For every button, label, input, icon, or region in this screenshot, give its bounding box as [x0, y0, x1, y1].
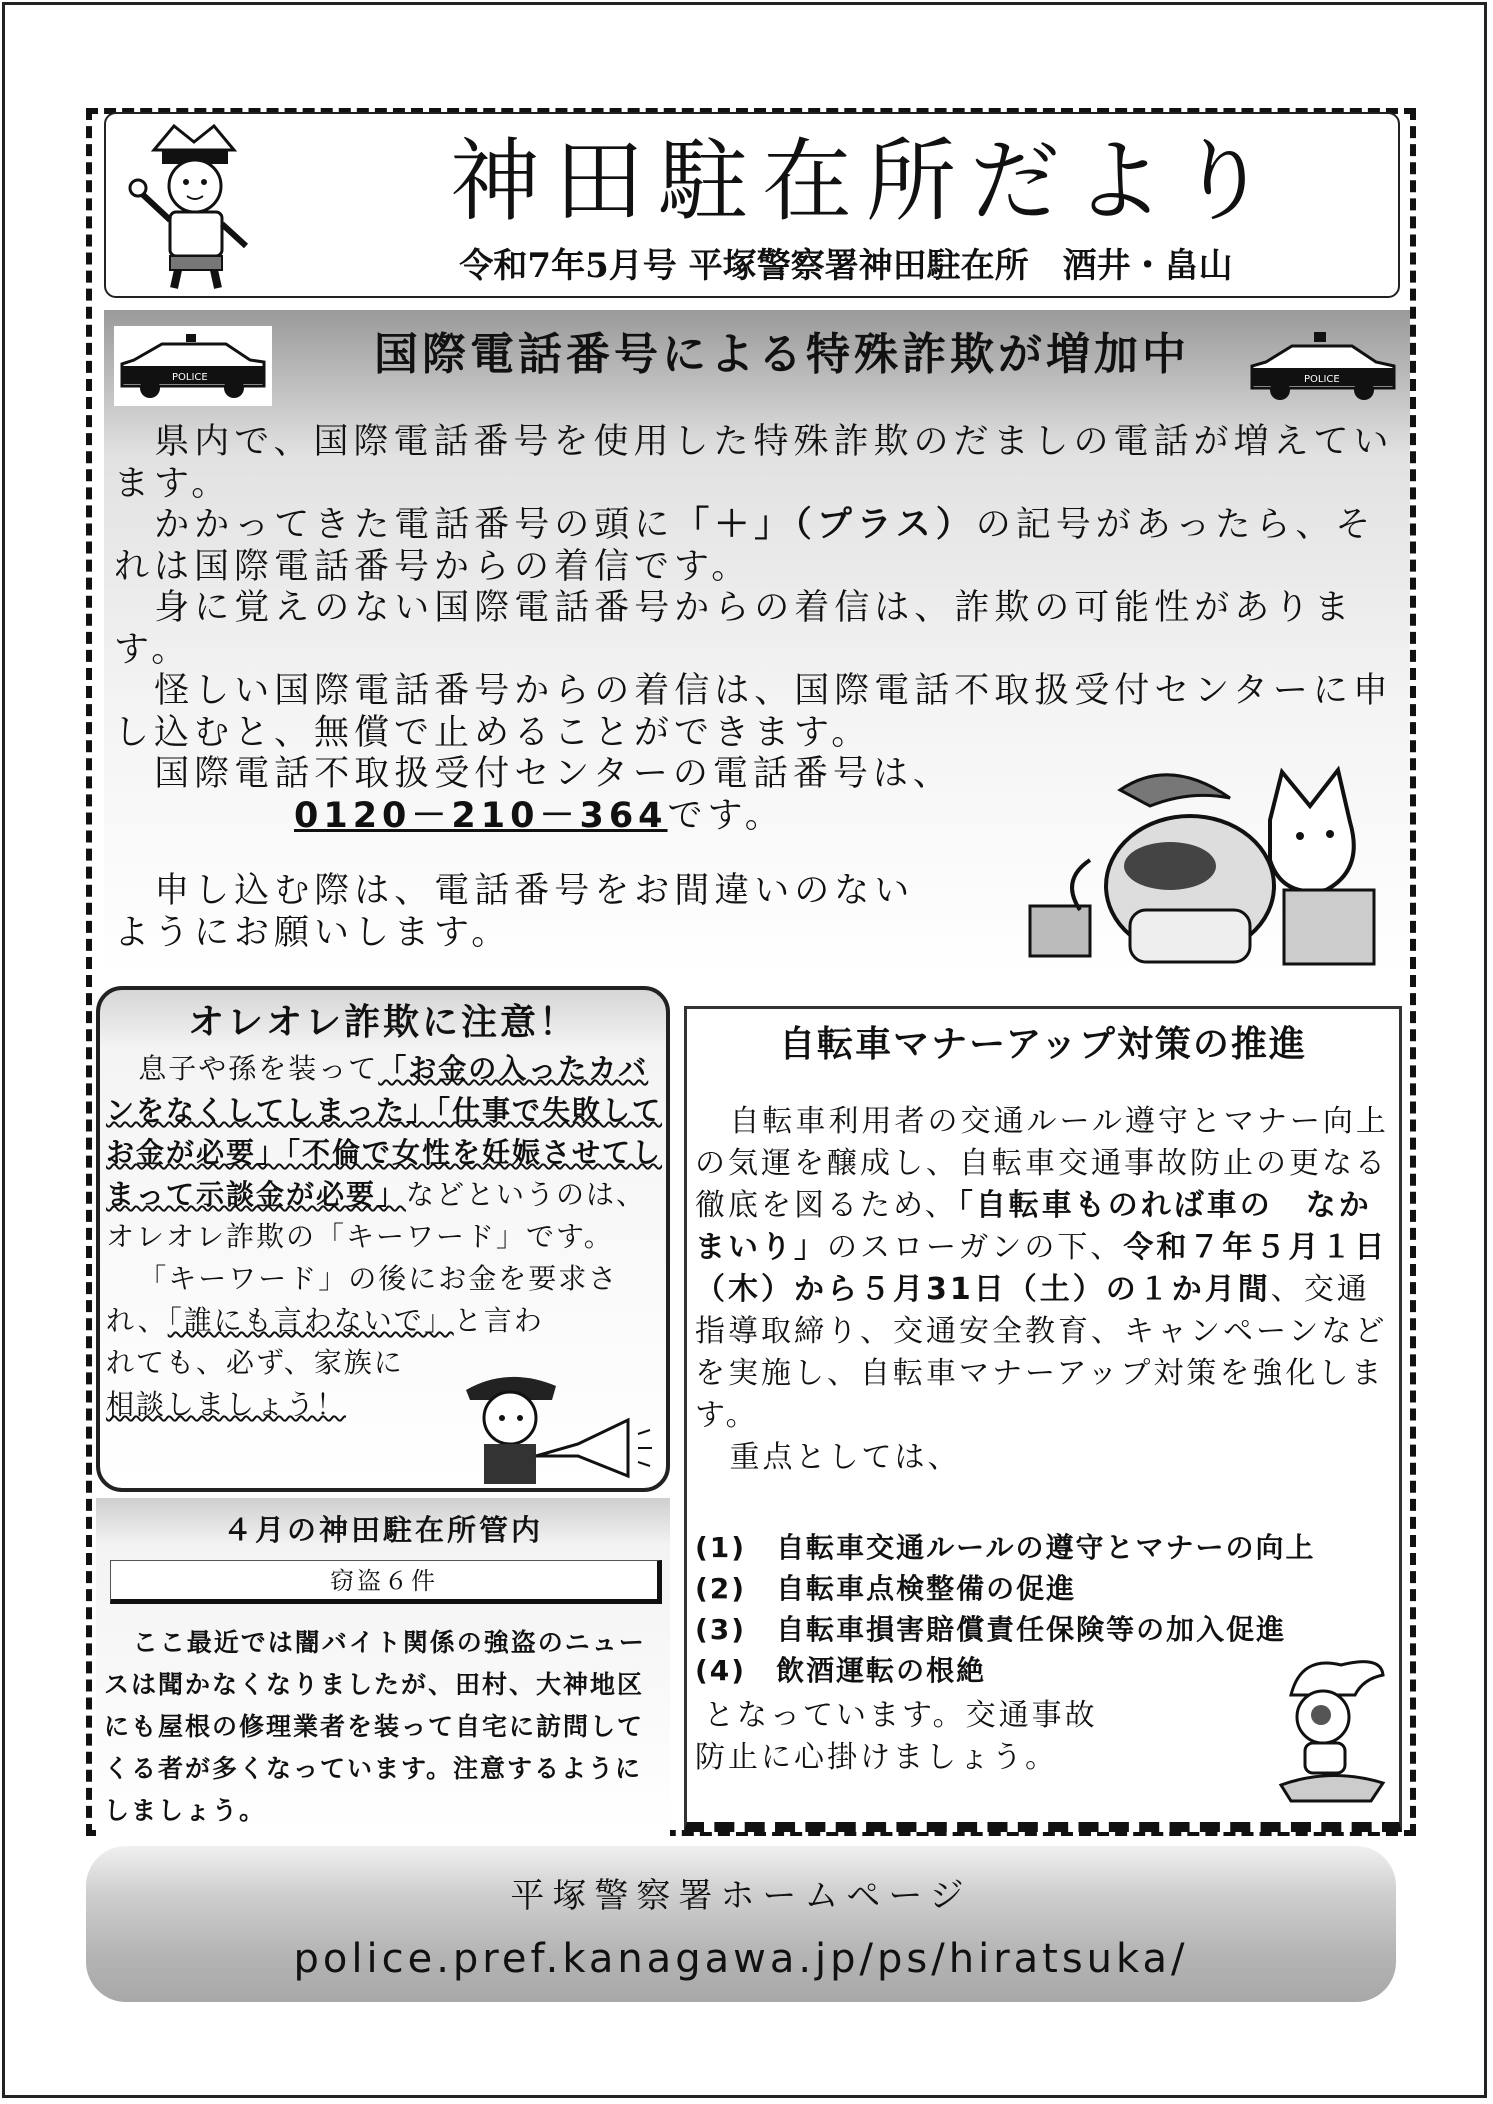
mascot-boy-illustration — [114, 120, 274, 292]
bicycle-point: (1) 自転車交通ルールの遵守とマナーの向上 — [695, 1531, 1316, 1564]
police-car-door-text: POLICE — [1304, 374, 1340, 385]
police-car-right-illustration — [1248, 326, 1400, 406]
newsletter-subtitle: 令和7年5月号 平塚警察署神田駐在所 酒井・畠山 — [459, 246, 1233, 286]
bicycle-point: (3) 自転車損害賠償責任保険等の加入促進 — [695, 1613, 1287, 1646]
oreore-fraud-box — [96, 986, 670, 1492]
monthly-stats-box — [96, 1498, 670, 1836]
bicycle-slogan: 「自転車ものれば車の なかまいり」 — [695, 1188, 1372, 1265]
international-fraud-section — [104, 310, 1410, 976]
center-phone-number: 0120－210－364 — [294, 795, 668, 836]
bicycle-paragraph-1: 自転車利用者の交通ルール遵守とマナー向上の気運を醸成し、自転車交通事故防止の更なる徹底を図るため、「自転車ものれば車の なかまいり」のスローガンの下、令和７年５月１日（木）から５月31日（土）の１か月間、交通指導取締り、交通安全教育、キャンペーンなどを実施し、自転車マナーアップ対策を強化します。 — [695, 1104, 1389, 1433]
police-car-left-illustration — [114, 326, 272, 406]
fraud-paragraph-5: 国際電話不取扱受付センターの電話番号は、 — [154, 754, 953, 794]
bicycle-manner-box — [684, 1006, 1402, 1832]
newsletter-title: 神田駐在所だより — [450, 129, 1282, 234]
police-officer-megaphone-illustration — [458, 1360, 654, 1486]
oreore-paragraph-2: 「キーワード」の後にお金を要求され、「誰にも言わないで」と言わ — [106, 1262, 619, 1337]
oreore-paragraph-1: 息子や孫を装って「お金の入ったカバンをなくしてしまった」「仕事で失敗してお金が必要」「不倫で女性を妊娠させてしまって示談金が必要」などというのは、オレオレ詐欺の「キーワード」です。 — [106, 1052, 663, 1253]
bicycle-closing: となっています。交通事故 防止に心掛けましょう。 — [695, 1698, 1098, 1775]
bicycle-title: 自転車マナーアップ対策の推進 — [779, 1024, 1307, 1065]
center-phone-line: 0120－210－364です。 — [294, 795, 785, 836]
homepage-url[interactable]: police.pref.kanagawa.jp/ps/hiratsuka/ — [293, 1936, 1189, 1982]
monthly-stats-title: ４月の神田駐在所管内 — [222, 1513, 543, 1547]
bicycle-body — [695, 1101, 1399, 1479]
fraud-paragraph-2: かかってきた電話番号の頭に「＋」（プラス）の記号があったら、それは国際電話番号からの着信です。 — [114, 505, 1376, 587]
homepage-label: 平塚警察署ホームページ — [510, 1876, 972, 1916]
oreore-line-4: 相談しましょう！ — [106, 1388, 347, 1421]
bicycle-point: (4) 飲酒運転の根絶 — [695, 1654, 987, 1687]
prefectural-mascot-illustration — [1271, 1655, 1391, 1805]
raccoon-fox-phone-illustration — [1020, 760, 1400, 970]
oreore-quote: 「誰にも言わないで」 — [167, 1304, 454, 1337]
fraud-paragraph-1: 県内で、国際電話番号を使用した特殊詐欺のだましの電話が増えています。 — [114, 422, 1394, 504]
fraud-closing: 申し込む際は、電話番号をお間違いのない ようにお願いします。 — [114, 871, 915, 953]
police-car-door-text: POLICE — [172, 372, 208, 383]
oreore-title: オレオレ詐欺に注意！ — [187, 1002, 578, 1043]
bicycle-period: 令和７年５月１日（木）から５月31日（土）の１か月間 — [695, 1230, 1388, 1307]
international-fraud-heading: 国際電話番号による特殊詐欺が増加中 — [374, 329, 1190, 380]
fraud-paragraph-3: 身に覚えのない国際電話番号からの着信は、詐欺の可能性があります。 — [114, 588, 1355, 670]
homepage-footer — [86, 1846, 1396, 2002]
newsletter-header — [104, 112, 1400, 298]
bicycle-paragraph-2: 重点としては、 — [729, 1440, 961, 1475]
oreore-line-3: れても、必ず、家族に — [106, 1346, 404, 1379]
theft-count: 窃盗６件 — [110, 1560, 662, 1604]
monthly-stats-body: ここ最近では闇バイト関係の強盗のニュースは聞かなくなりましたが、田村、大神地区にも屋根の修理業者を装って自宅に訪問してくる者が多くなっています。注意するようにしましょう。 — [104, 1628, 646, 1825]
oreore-keywords: 「お金の入ったカバンをなくしてしまった」「仕事で失敗してお金が必要」「不倫で女性を妊娠させてしまって示談金が必要」 — [106, 1052, 663, 1211]
bicycle-point: (2) 自転車点検整備の促進 — [695, 1572, 1077, 1605]
fraud-paragraph-4: 怪しい国際電話番号からの着信は、国際電話不取扱受付センターに申し込むと、無償で止めることができます。 — [114, 671, 1393, 753]
